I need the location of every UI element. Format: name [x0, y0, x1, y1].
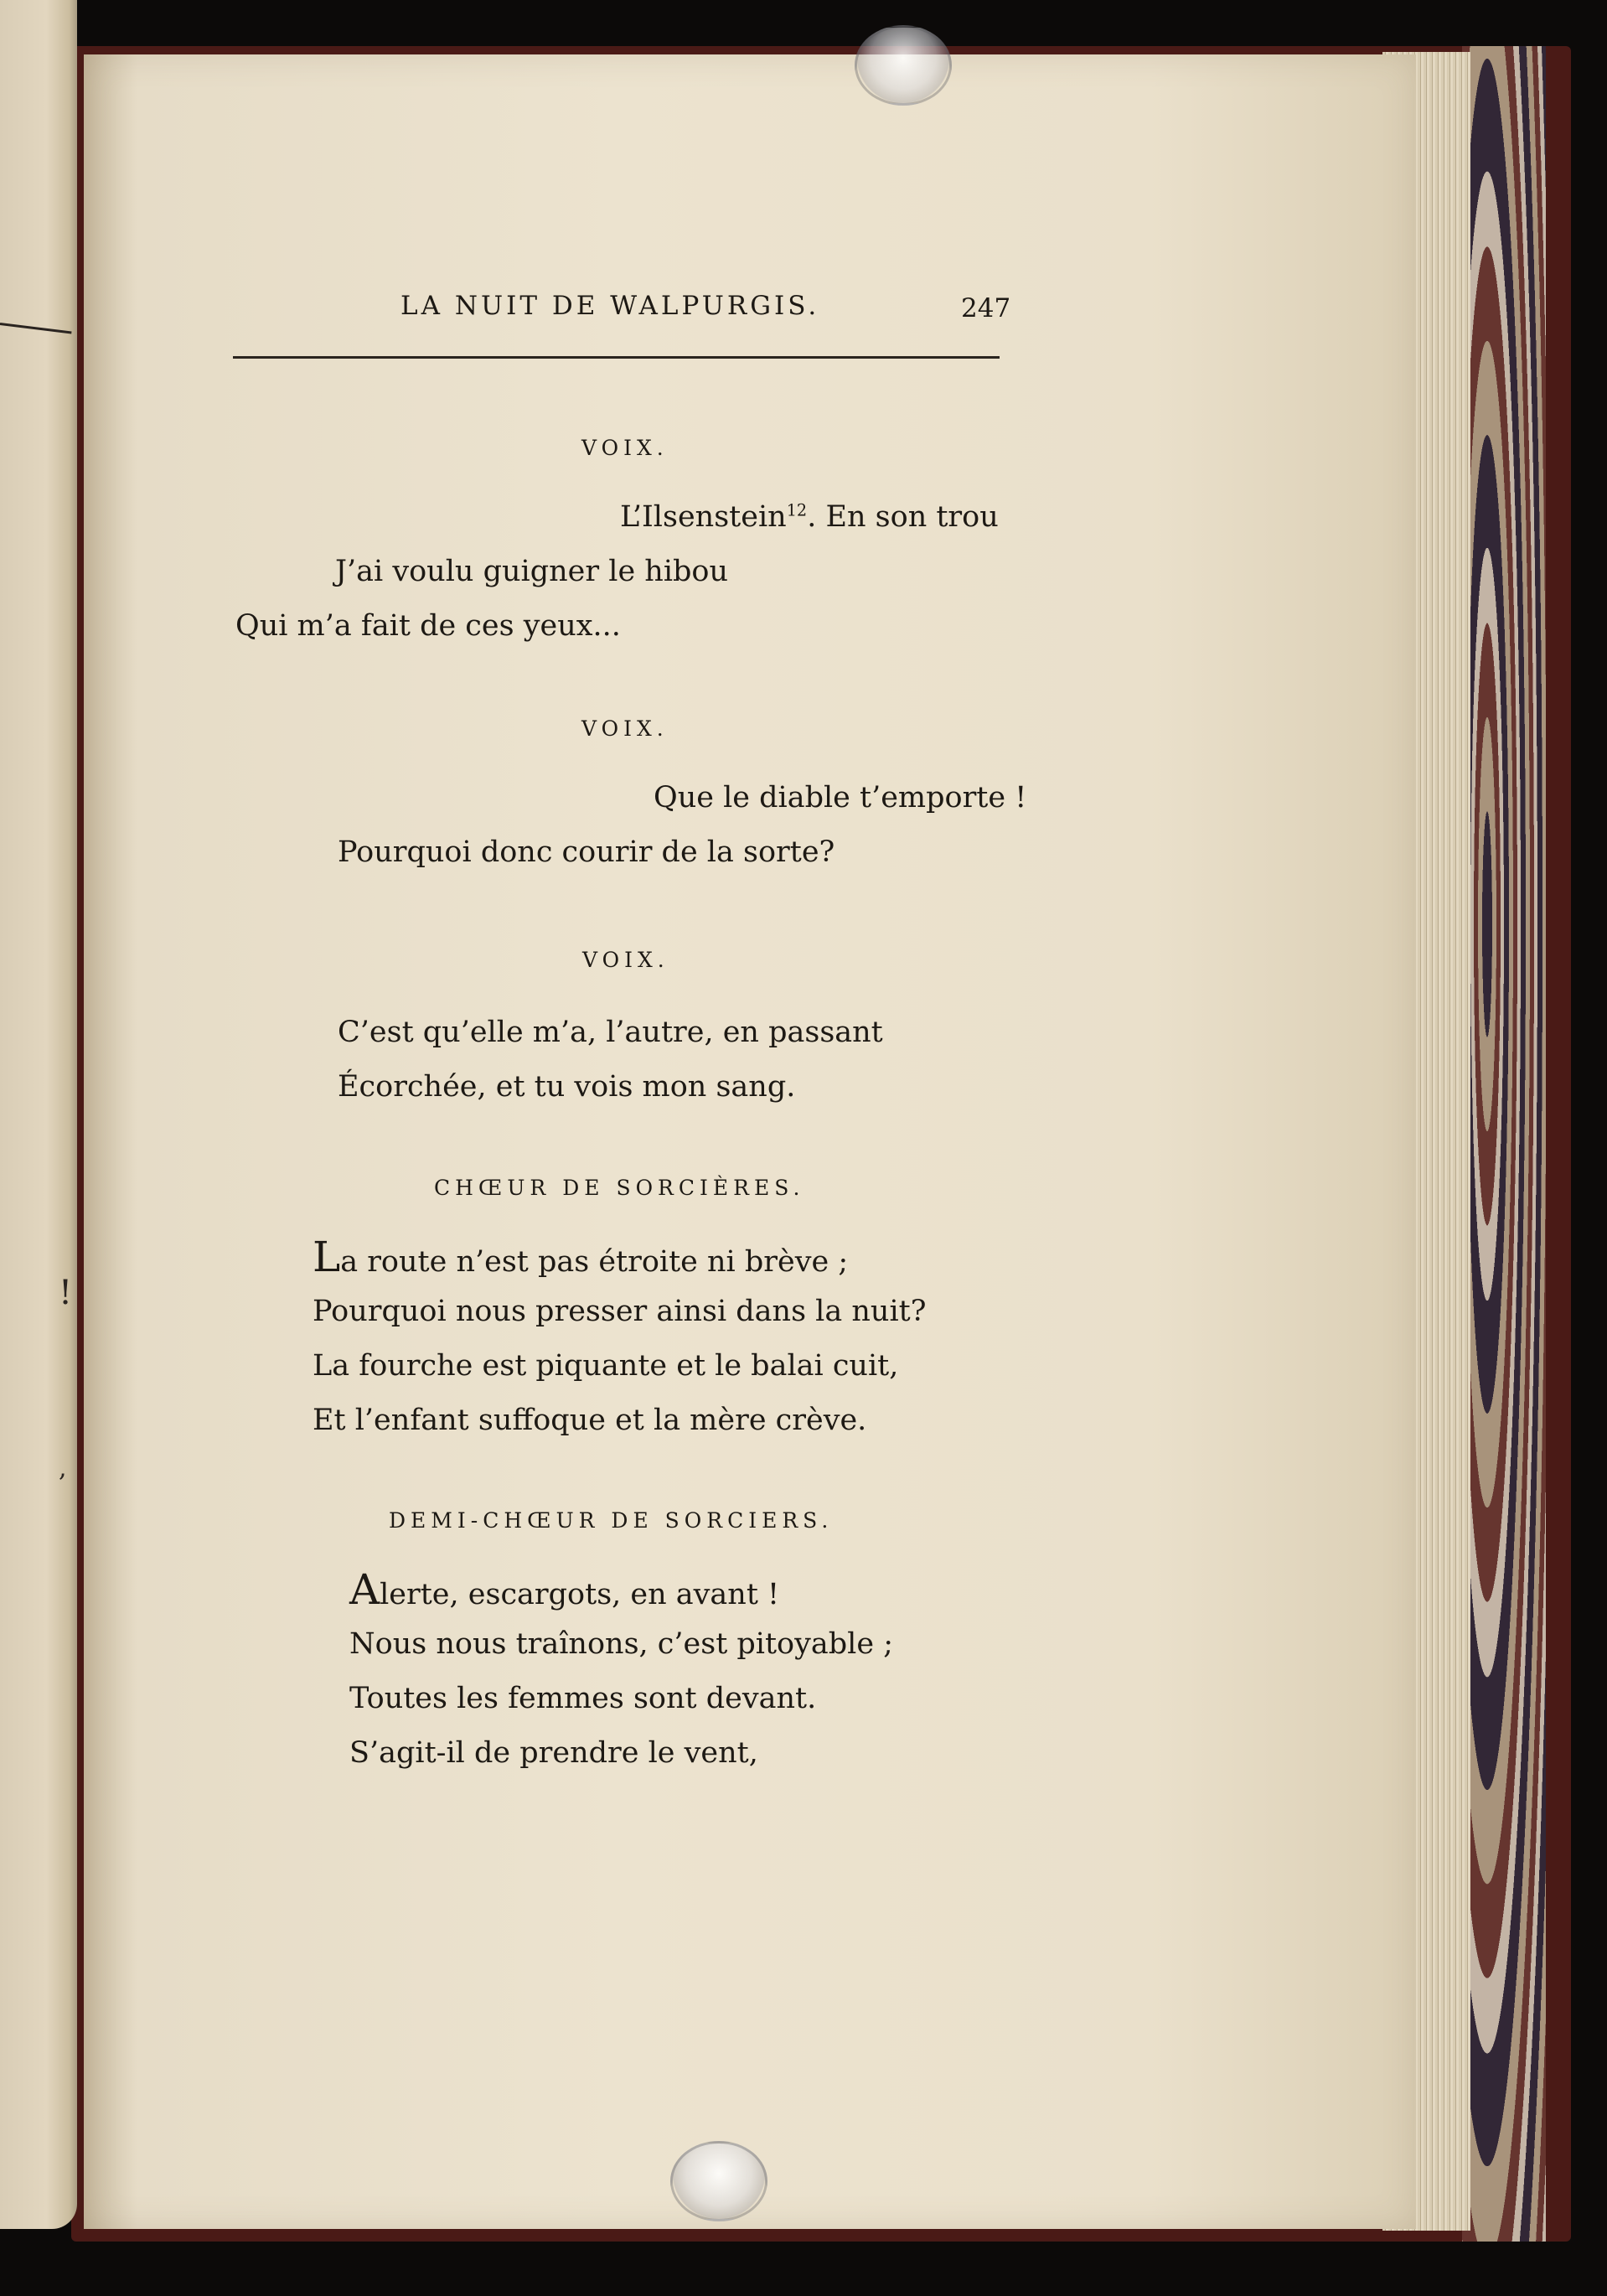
verse-line: L’Ilsenstein$^{12}$. En son trou — [620, 500, 999, 534]
speaker-label: VOIX. — [581, 436, 669, 460]
verse-line: S’agit-il de prendre le vent, — [349, 1736, 758, 1770]
speaker-label: VOIX. — [581, 716, 669, 741]
speaker-label: DEMI-CHŒUR DE SORCIERS. — [389, 1508, 834, 1533]
page-number: 247 — [961, 293, 1011, 323]
previous-page — [0, 0, 77, 2229]
marbled-edge — [1462, 46, 1546, 2242]
verse-line: Que le diable t’emporte ! — [654, 781, 1027, 814]
running-title: LA NUIT DE WALPURGIS. — [400, 291, 820, 321]
drop-cap: A — [349, 1565, 380, 1614]
page-clip-top — [855, 25, 952, 106]
footnote-ref: 12 — [786, 500, 808, 520]
page — [84, 54, 1416, 2229]
previous-page-mark: ! — [59, 1274, 73, 1312]
previous-page-mark: , — [59, 1454, 67, 1483]
verse-line: Toutes les femmes sont devant. — [349, 1682, 817, 1715]
verse-line: Pourquoi donc courir de la sorte? — [338, 835, 835, 869]
verse-line: Pourquoi nous presser ainsi dans la nuit? — [313, 1295, 927, 1328]
verse-line: J’ai voulu guigner le hibou — [335, 555, 729, 588]
speaker-label: VOIX. — [582, 948, 669, 972]
verse-line: Et l’enfant suffoque et la mère crève. — [313, 1404, 867, 1437]
verse-line: Écorchée, et tu vois mon sang. — [338, 1070, 796, 1104]
verse-line: Qui m’a fait de ces yeux... — [235, 609, 621, 643]
previous-page-rule — [0, 323, 72, 334]
verse-line: Nous nous traînons, c’est pitoyable ; — [349, 1627, 893, 1661]
verse-line: La fourche est piquante et le balai cuit, — [313, 1349, 899, 1383]
verse-line: La route n’est pas étroite ni brève ; — [313, 1233, 849, 1281]
header-rule — [233, 356, 1000, 359]
speaker-label: CHŒUR DE SORCIÈRES. — [434, 1176, 805, 1200]
verse-line: Alerte, escargots, en avant ! — [349, 1565, 780, 1614]
drop-cap: L — [313, 1233, 341, 1281]
page-clip-bottom — [670, 2141, 767, 2221]
verse-line: C’est qu’elle m’a, l’autre, en passant — [338, 1016, 883, 1049]
